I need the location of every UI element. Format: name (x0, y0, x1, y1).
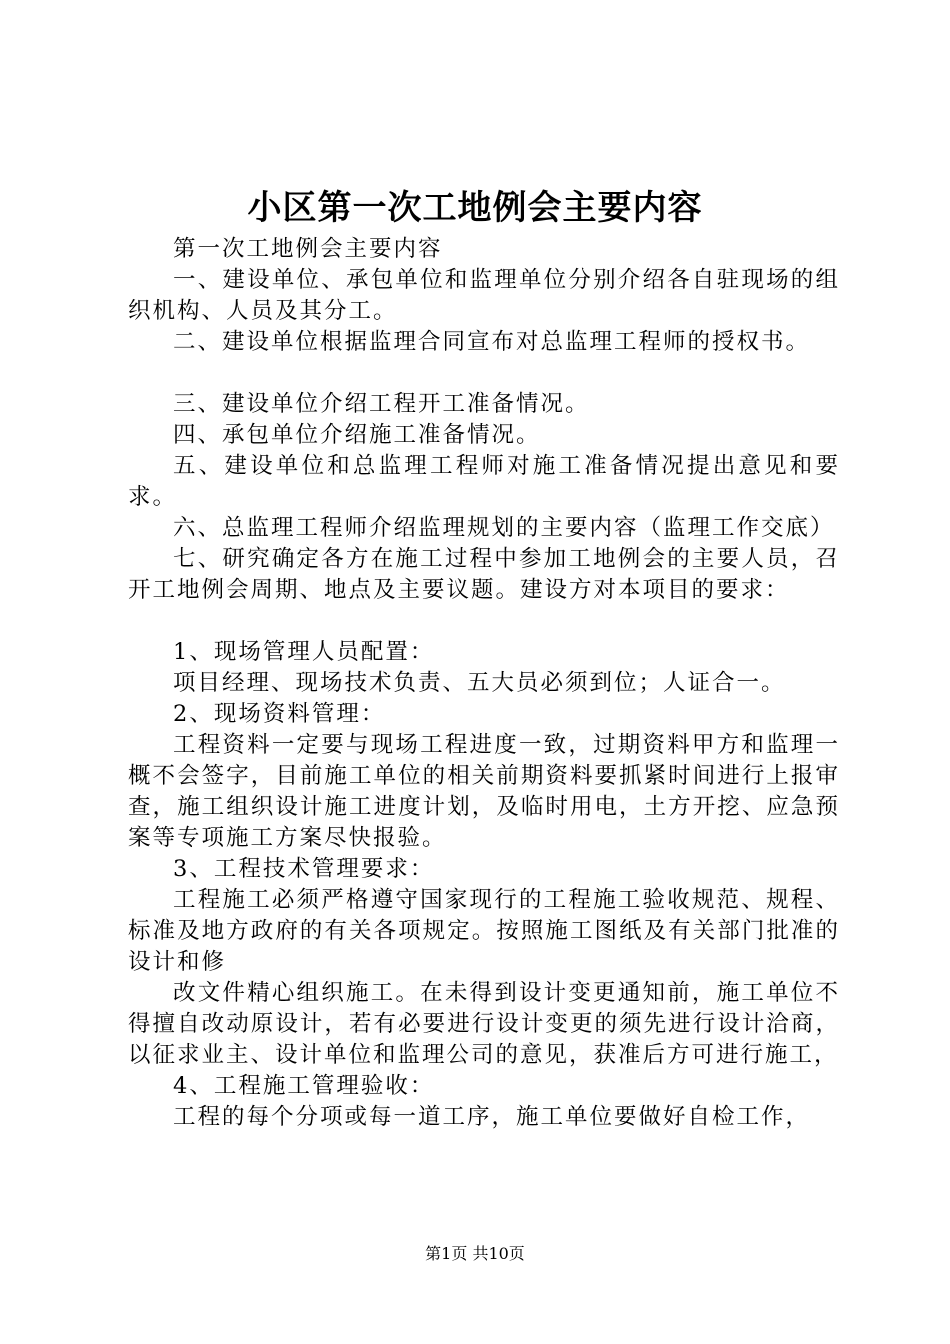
paragraph-requirement-4-text: 工程的每个分项或每一道工序，施工单位要做好自检工作， (173, 1104, 811, 1130)
paragraph-requirement-2: 2、现场资料管理： (173, 701, 386, 727)
document-body (128, 234, 840, 1133)
document-title: 小区第一次工地例会主要内容 (247, 188, 703, 228)
paragraph-item-4: 四、承包单位介绍施工准备情况。 (173, 422, 541, 448)
paragraph-requirement-3-text: 工程施工必须严格遵守国家现行的工程施工验收规范、规程、标准及地方政府的有关各项规定。按照施工图纸及有关部门批准的设计和修 (128, 887, 840, 975)
paragraph-item-1: 一、建设单位、承包单位和监理单位分别介绍各自驻现场的组织机构、人员及其分工。 (128, 267, 840, 324)
paragraph-requirement-3: 3、工程技术管理要求： (173, 856, 435, 882)
paragraph-requirement-3-text-cont: 改文件精心组织施工。在未得到设计变更通知前，施工单位不得擅自改动原设计，若有必要进行设计变更的须先进行设计洽商，以征求业主、设计单位和监理公司的意见，获准后方可进行施工， (128, 980, 840, 1068)
paragraph-requirement-1-text: 项目经理、现场技术负责、五大员必须到位；人证合一。 (173, 670, 786, 696)
paragraph-item-6: 六、总监理工程师介绍监理规划的主要内容（监理工作交底） (173, 515, 835, 541)
paragraph-requirement-2-text: 工程资料一定要与现场工程进度一致，过期资料甲方和监理一概不会签字，目前施工单位的相关前期资料要抓紧时间进行上报审查，施工组织设计施工进度计划，及临时用电，土方开挖、应急预案等专项施工方案尽快报验。 (128, 732, 840, 851)
paragraph-item-3: 三、建设单位介绍工程开工准备情况。 (173, 391, 590, 417)
page-footer: 第1页 共10页 (425, 1244, 525, 1263)
paragraph-item-7: 七、研究确定各方在施工过程中参加工地例会的主要人员，召开工地例会周期、地点及主要议题。建设方对本项目的要求： (128, 546, 840, 603)
paragraph-requirement-1: 1、现场管理人员配置： (173, 639, 435, 665)
paragraph-heading: 第一次工地例会主要内容 (173, 236, 443, 262)
paragraph-item-5: 五、建设单位和总监理工程师对施工准备情况提出意见和要求。 (128, 453, 840, 510)
paragraph-item-2: 二、建设单位根据监理合同宣布对总监理工程师的授权书。 (173, 329, 811, 355)
paragraph-requirement-4: 4、工程施工管理验收： (173, 1073, 435, 1099)
